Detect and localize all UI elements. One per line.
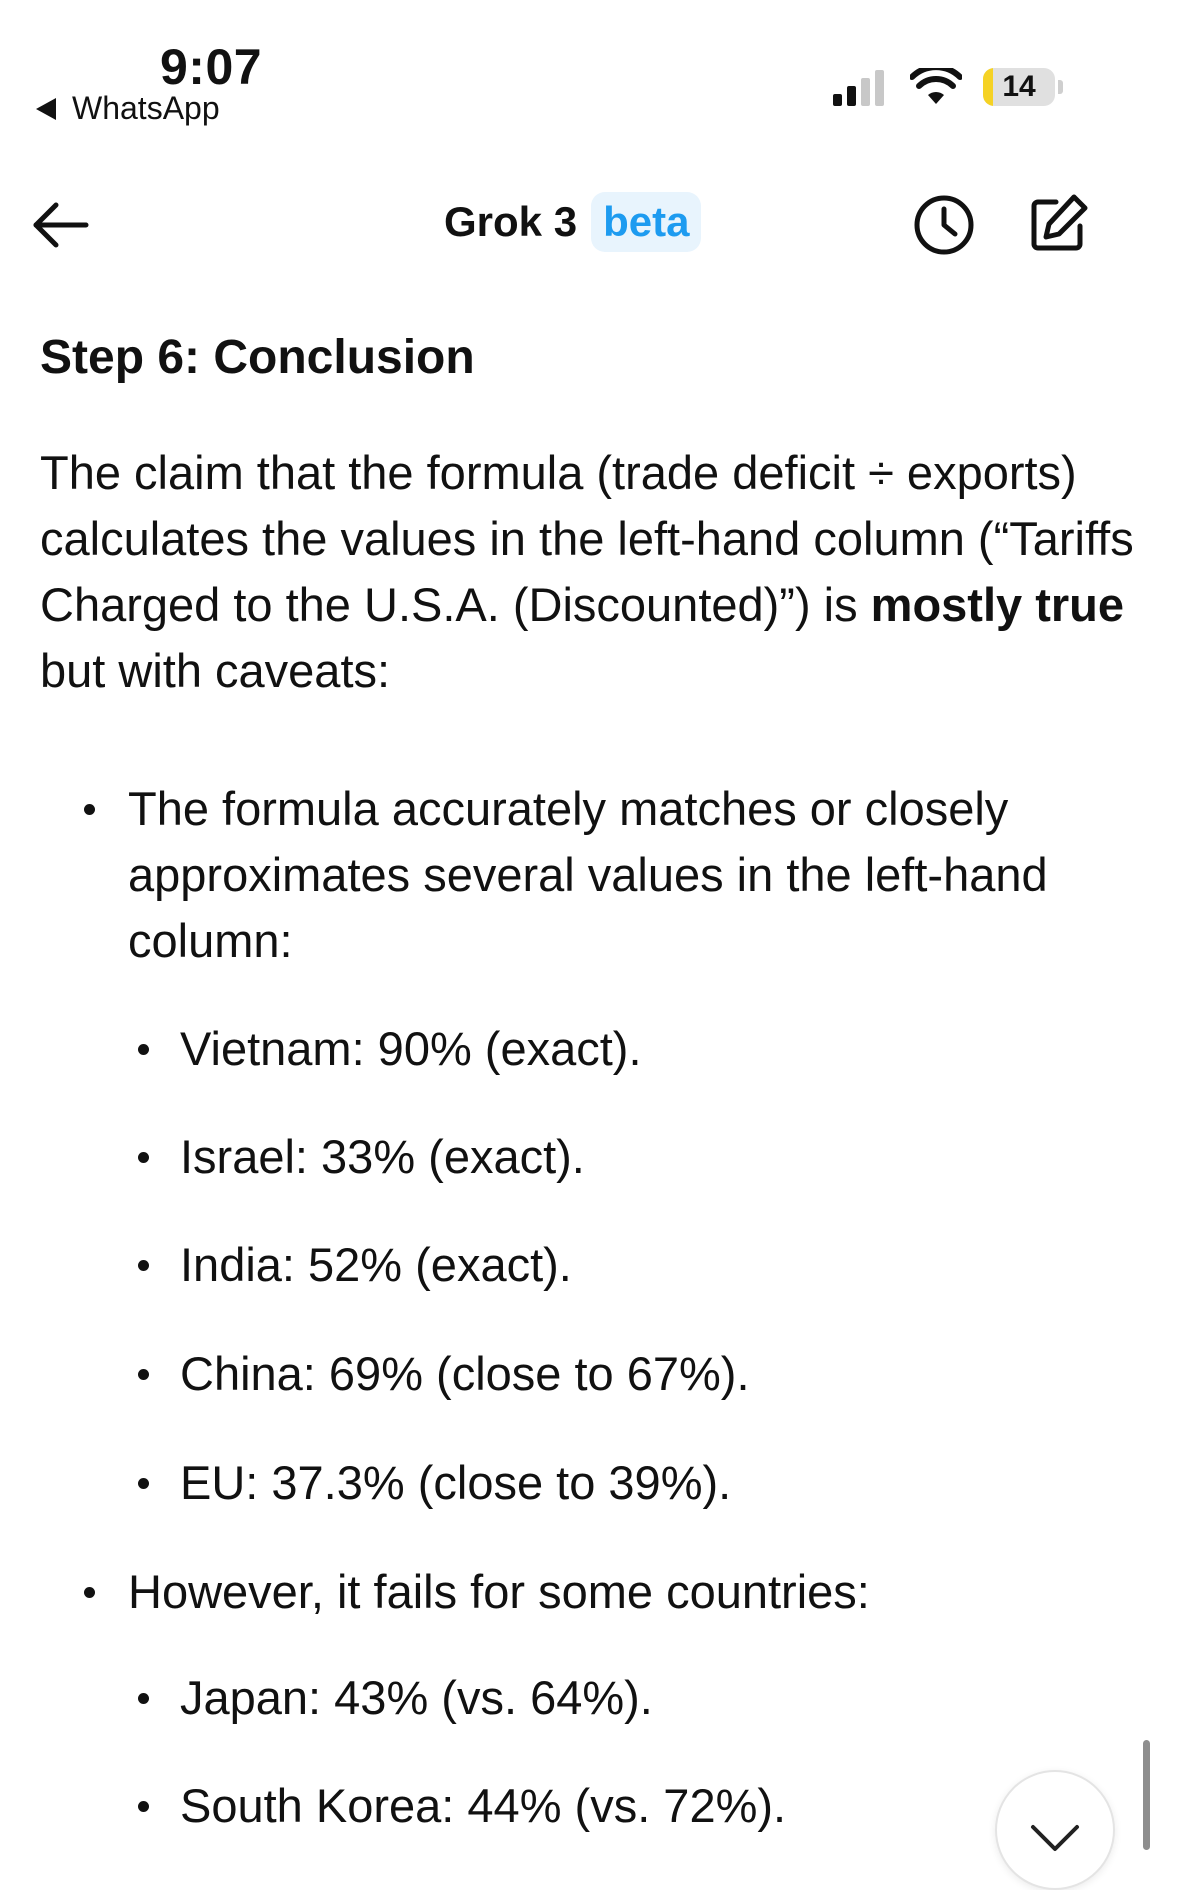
back-triangle-icon [36,98,56,120]
sub-bullet-item [180,1016,1140,1082]
bullet-item-failures [128,1559,1138,1625]
scrollbar[interactable] [1143,1740,1150,1850]
sub-bullet-text: South Korea: 44% (vs. 72%). [180,1779,787,1832]
sub-bullet-item [180,1665,1140,1731]
conclusion-paragraph [40,440,1140,704]
battery-cap [1058,80,1063,94]
new-chat-button[interactable] [1026,192,1090,256]
sub-bullet-text: EU: 37.3% (close to 39%). [180,1456,732,1509]
bullet-dot [138,1260,149,1271]
bullet-text: However, it fails for some countries: [128,1565,870,1618]
bullet-dot [138,1152,149,1163]
edit-square-icon [1034,197,1085,248]
bullet-dot [138,1693,149,1704]
chat-header [0,180,1179,270]
sub-bullet-text: Vietnam: 90% (exact). [180,1022,642,1075]
app-title: Grok 3 [444,198,578,245]
wifi-icon [910,68,962,106]
cellular-signal-icon [833,66,884,106]
signal-bar [847,86,856,106]
arrow-left-icon [36,205,86,245]
sub-bullet-text: Japan: 43% (vs. 64%). [180,1671,653,1724]
bullet-dot [138,1801,149,1812]
sub-bullet-text: Israel: 33% (exact). [180,1130,585,1183]
bullet-dot [138,1044,149,1055]
battery-level: 14 [1002,70,1036,103]
history-button[interactable] [913,194,975,256]
battery-indicator [983,68,1055,106]
signal-bar [875,70,884,106]
sub-bullet-item [180,1450,1140,1516]
back-app-label: WhatsApp [72,90,220,126]
paragraph-bold-text: mostly true [870,578,1125,631]
back-button[interactable] [28,198,92,252]
bullet-text: The formula accurately matches or closely approximates several values in the left-hand column: [128,782,1048,967]
step-heading: Step 6: Conclusion [40,331,475,384]
sub-bullet-item [180,1124,1140,1190]
sub-bullet-text: China: 69% (close to 67%). [180,1347,750,1400]
header-title-group [444,192,701,252]
status-time: 9:07 [160,39,263,95]
paragraph-text-after: but with caveats: [40,644,391,697]
status-bar [0,0,1179,140]
chevron-down-icon [1030,1824,1080,1852]
bullet-dot [138,1369,149,1380]
back-to-app-link[interactable] [36,90,220,127]
sub-bullet-item [180,1341,1140,1407]
bullet-dot [84,804,95,815]
scroll-down-button[interactable] [995,1770,1115,1890]
sub-bullet-item [180,1232,1140,1298]
signal-bar [833,94,842,106]
beta-badge: beta [591,192,701,252]
bullet-item-matches [128,776,1138,974]
sub-bullet-text: India: 52% (exact). [180,1238,572,1291]
paragraph-text-before: The claim that the formula (trade deficit ÷ exports) calculates the values in the left-hand column (“Tariffs Charged to the U.S.A. (Discounted)”) is [40,446,1134,631]
signal-bar [861,78,870,106]
bullet-dot [138,1478,149,1489]
bullet-dot [84,1587,95,1598]
clock-icon [917,198,971,252]
